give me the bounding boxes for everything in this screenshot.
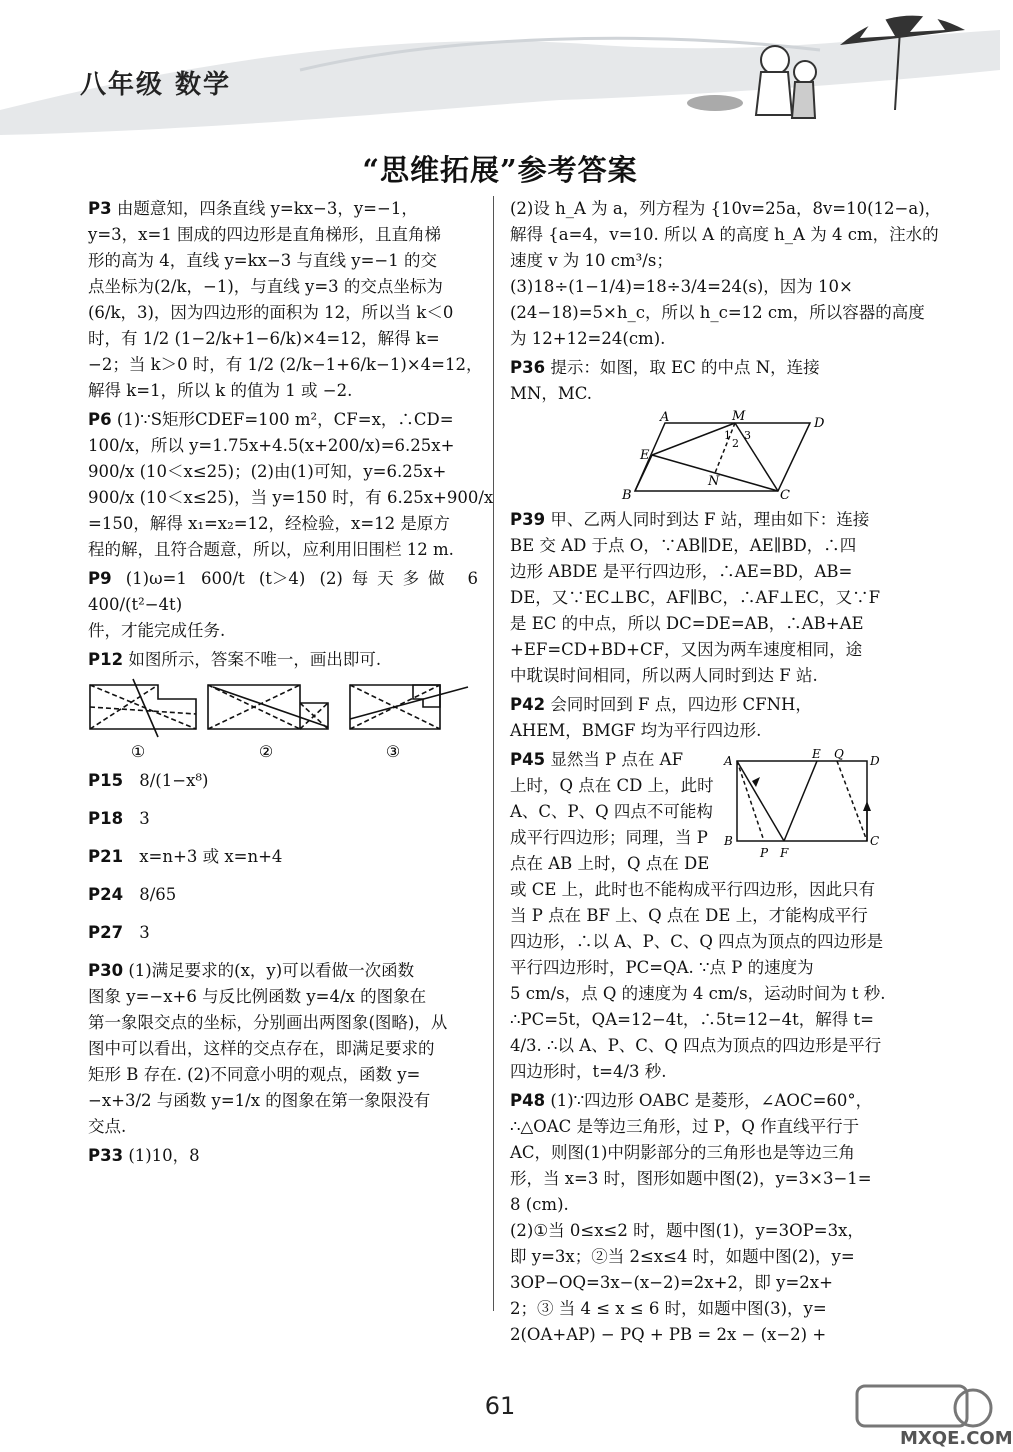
answer-line: 4/3. ∴以 A、P、C、Q 四点为顶点的四边形是平行: [510, 1036, 882, 1055]
figure-label: B: [724, 834, 733, 848]
answer-line: 显然当 P 点在 AF: [550, 750, 684, 769]
problem-number: P36: [510, 358, 546, 377]
figure-label: B: [622, 488, 632, 503]
answer-line: 中耽误时间相同，所以两人同时到达 F 站.: [510, 666, 818, 685]
answer-line: 当 P 点在 BF 上、Q 点在 DE 上，才能构成平行: [510, 906, 868, 925]
p36-figure: [510, 411, 882, 501]
answer-line: (1)10，8: [128, 1146, 200, 1165]
answer-line: MN，MC.: [510, 384, 593, 403]
answer-line: 成平行四边形；同理，当 P: [510, 828, 708, 847]
answer-line: 图中可以看出，这样的交点存在，即满足要求的: [88, 1039, 435, 1058]
problem-number: P33: [88, 1146, 124, 1165]
figure-label: D: [814, 416, 825, 431]
grade-subject-label: 八年级 数学: [80, 70, 232, 100]
answer-line: 甲、乙两人同时到达 F 站，理由如下：连接: [550, 510, 870, 529]
answer-line: (1)∵S矩形CDEF=100 m²，CF=x，∴CD=: [116, 410, 454, 429]
answer-line: 图象 y=−x+6 与反比例函数 y=4/x 的图象在: [88, 987, 427, 1006]
column-divider: [493, 196, 494, 1311]
problem-number: P18: [88, 809, 124, 828]
answer-line: (3)18÷(1−1/4)=18÷3/4=24(s)，因为 10×: [510, 277, 853, 296]
answer-line: 件，才能完成任务.: [88, 621, 226, 640]
answer-line: 如图所示，答案不唯一，画出即可.: [128, 650, 382, 669]
answer-line: 形，当 x=3 时，图形如题中图(2)，y=3×3−1=: [510, 1169, 872, 1188]
answer-line: 程的解，且符合题意，所以，应利用旧围栏 12 m.: [88, 540, 454, 559]
answer-value: x=n+3 或 x=n+4: [139, 847, 283, 866]
answer-line: AHEM，BMGF 均为平行四边形.: [510, 721, 762, 740]
answer-line: 四边形时，t=4/3 秒.: [510, 1062, 667, 1081]
answer-p24: [88, 882, 478, 908]
answer-line: 上时，Q 点在 CD 上，此时: [510, 776, 714, 795]
answer-p42: [510, 692, 882, 744]
answer-line: ∴PC=5t，QA=12−4t，∴5t=12−4t，解得 t=: [510, 1010, 874, 1029]
answer-line: 形的高为 4，直线 y=kx−3 与直线 y=−1 的交: [88, 251, 437, 270]
answer-line: BE 交 AD 于点 O，∵AB∥DE，AE∥BD，∴四: [510, 536, 857, 555]
answer-p45: [510, 747, 886, 1085]
problem-number: P48: [510, 1091, 546, 1110]
problem-number: P15: [88, 771, 124, 790]
figure-label: A: [724, 754, 733, 768]
answer-line: 5 cm/s，点 Q 的速度为 4 cm/s，运动时间为 t 秒.: [510, 984, 886, 1003]
answer-p12: [88, 647, 478, 673]
answer-line: =150，解得 x₁=x₂=12，经检验，x=12 是原方: [88, 514, 450, 533]
figure-label: M: [732, 409, 746, 424]
answer-p6: [88, 407, 494, 563]
answer-line: 是 EC 的中点，所以 DC=DE=AB，∴AB+AE: [510, 614, 864, 633]
figure-label: ①: [130, 742, 146, 761]
answer-line: (6/k，3)，因为四边形的面积为 12，所以当 k＜0: [88, 303, 454, 322]
answer-line: 900/x (10＜x≤25)，当 y=150 时，有 6.25x+900/x: [88, 488, 494, 507]
answer-line: y=3，x=1 围成的四边形是直角梯形，且直角梯: [88, 225, 442, 244]
answer-p48: [510, 1088, 882, 1348]
problem-number: P12: [88, 650, 124, 669]
figure-label: A: [660, 410, 670, 425]
left-column: [88, 196, 494, 1172]
right-column: [510, 196, 942, 1351]
answer-p39: [510, 507, 882, 689]
answer-p33: [88, 1143, 478, 1169]
problem-number: P42: [510, 695, 546, 714]
answer-line: −2；当 k＞0 时，有 1/2 (2/k−1+6/k−1)×4=12，: [88, 355, 483, 374]
p45-figure: [722, 749, 882, 861]
answer-line: (2)①当 0≤x≤2 时，题中图(1)，y=3OP=3x，: [510, 1221, 864, 1240]
answer-line: 2；③ 当 4 ≤ x ≤ 6 时，如题中图(3)，y=: [510, 1299, 827, 1318]
figure-label: N: [708, 474, 720, 489]
problem-number: P30: [88, 961, 124, 980]
answer-line: DE，又∵EC⊥BC，AF∥BC，∴AF⊥EC，又∵F: [510, 588, 881, 607]
answer-line: +EF=CD+BD+CF，又因为两车速度相同，途: [510, 640, 863, 659]
answer-p15: [88, 768, 478, 794]
answer-line: 边形 ABDE 是平行四边形，∴AE=BD，AB=: [510, 562, 853, 581]
answer-p33-continued: [510, 196, 942, 352]
answer-line: 点坐标为(2/k，−1)，与直线 y=3 的交点坐标为: [88, 277, 443, 296]
answer-line: 8 (cm).: [510, 1195, 569, 1214]
answer-line: (2)设 h_A 为 a，列方程为 {10v=25a，8v=10(12−a)，: [510, 199, 942, 218]
answer-p18: [88, 806, 478, 832]
p12-figure: [88, 677, 473, 762]
answer-line: ∴△OAC 是等边三角形，过 P，Q 作直线平行于: [510, 1117, 860, 1136]
answer-line: 由题意知，四条直线 y=kx−3，y=−1，: [116, 199, 418, 218]
figure-label: D: [870, 754, 880, 768]
figure-label: ②: [258, 742, 274, 761]
answer-line: (24−18)=5×h_c，所以 h_c=12 cm，所以容器的高度: [510, 303, 925, 322]
answer-p30: [88, 958, 478, 1140]
problem-number: P3: [88, 199, 112, 218]
answer-line: 速度 v 为 10 cm³/s；: [510, 251, 673, 270]
page-number: 61: [484, 1392, 516, 1420]
figure-label: F: [780, 846, 789, 860]
answer-p9: [88, 566, 478, 644]
answer-line: 2(OA+AP) − PQ + PB = 2x − (x−2) +: [510, 1325, 827, 1344]
figure-label: C: [780, 488, 790, 503]
problem-number: P45: [510, 750, 546, 769]
answer-p36: [510, 355, 882, 407]
answer-line: 3OP−OQ=3x−(x−2)=2x+2，即 y=2x+: [510, 1273, 833, 1292]
problem-number: P39: [510, 510, 546, 529]
page-title: “思维拓展”参考答案: [362, 153, 638, 187]
figure-label: 3: [744, 429, 751, 442]
figure-label: E: [812, 747, 821, 761]
answer-line: 解得 k=1，所以 k 的值为 1 或 −2.: [88, 381, 353, 400]
answer-line: 解得 {a=4，v=10. 所以 A 的高度 h_A 为 4 cm，注水的: [510, 225, 939, 244]
figure-label: 2: [732, 437, 739, 450]
figure-label: 1: [724, 429, 731, 442]
answer-line: A、C、P、Q 四点不可能构: [510, 802, 713, 821]
answer-line: 为 12+12=24(cm).: [510, 329, 666, 348]
dog-icon: [687, 95, 743, 111]
answer-line: 900/x (10＜x≤25)；(2)由(1)可知，y=6.25x+: [88, 462, 447, 481]
answer-line: 矩形 B 存在. (2)不同意小明的观点，函数 y=: [88, 1065, 421, 1084]
figure-label: ③: [385, 742, 401, 761]
problem-number: P27: [88, 923, 124, 942]
answer-p3: [88, 196, 483, 404]
answer-value: 3: [139, 923, 150, 942]
answer-line: (1)∵四边形 OABC 是菱形，∠AOC=60°，: [550, 1091, 873, 1110]
answer-line: AC，则图(1)中阴影部分的三角形也是等边三角: [510, 1143, 855, 1162]
answer-value: 8/65: [139, 885, 177, 904]
answer-line: 即 y=3x；②当 2≤x≤4 时，如题中图(2)，y=: [510, 1247, 855, 1266]
answer-line: 点在 AB 上时，Q 点在 DE: [510, 854, 710, 873]
problem-number: P21: [88, 847, 124, 866]
problem-number: P24: [88, 885, 124, 904]
answer-line: 平行四边形时，PC=QA. ∵点 P 的速度为: [510, 958, 814, 977]
answer-line: (1)ω=1 600/t (t＞4) (2)每天多做 6 400/(t²−4t): [88, 569, 479, 614]
answer-line: 会同时回到 F 点，四边形 CFNH，: [550, 695, 812, 714]
answer-line: 四边形，∴以 A、P、C、Q 四点为顶点的四边形是: [510, 932, 884, 951]
watermark-text: MXQE.COM: [900, 1428, 1013, 1449]
answer-line: 100/x，所以 y=1.75x+4.5(x+200/x)=6.25x+: [88, 436, 455, 455]
answer-p21: [88, 844, 478, 870]
answer-line: −x+3/2 与函数 y=1/x 的图象在第一象限没有: [88, 1091, 431, 1110]
answer-value: 8/(1−x⁸): [139, 771, 209, 790]
answer-line: 或 CE 上，此时也不能构成平行四边形，因此只有: [510, 880, 876, 899]
answer-line: 第一象限交点的坐标，分别画出两图象(图略)，从: [88, 1013, 448, 1032]
answer-line: 提示：如图，取 EC 的中点 N，连接: [550, 358, 820, 377]
problem-number: P6: [88, 410, 112, 429]
figure-label: C: [870, 834, 880, 848]
problem-number: P9: [88, 569, 112, 588]
answer-line: 时，有 1/2 (1−2/k+1−6/k)×4=12，解得 k=: [88, 329, 440, 348]
answer-p27: [88, 920, 478, 946]
figure-label: E: [640, 448, 650, 463]
answer-value: 3: [139, 809, 150, 828]
figure-label: Q: [834, 747, 844, 761]
figure-label: P: [760, 846, 769, 860]
answer-line: (1)满足要求的(x，y)可以看做一次函数: [128, 961, 415, 980]
answer-line: 交点.: [88, 1117, 127, 1136]
